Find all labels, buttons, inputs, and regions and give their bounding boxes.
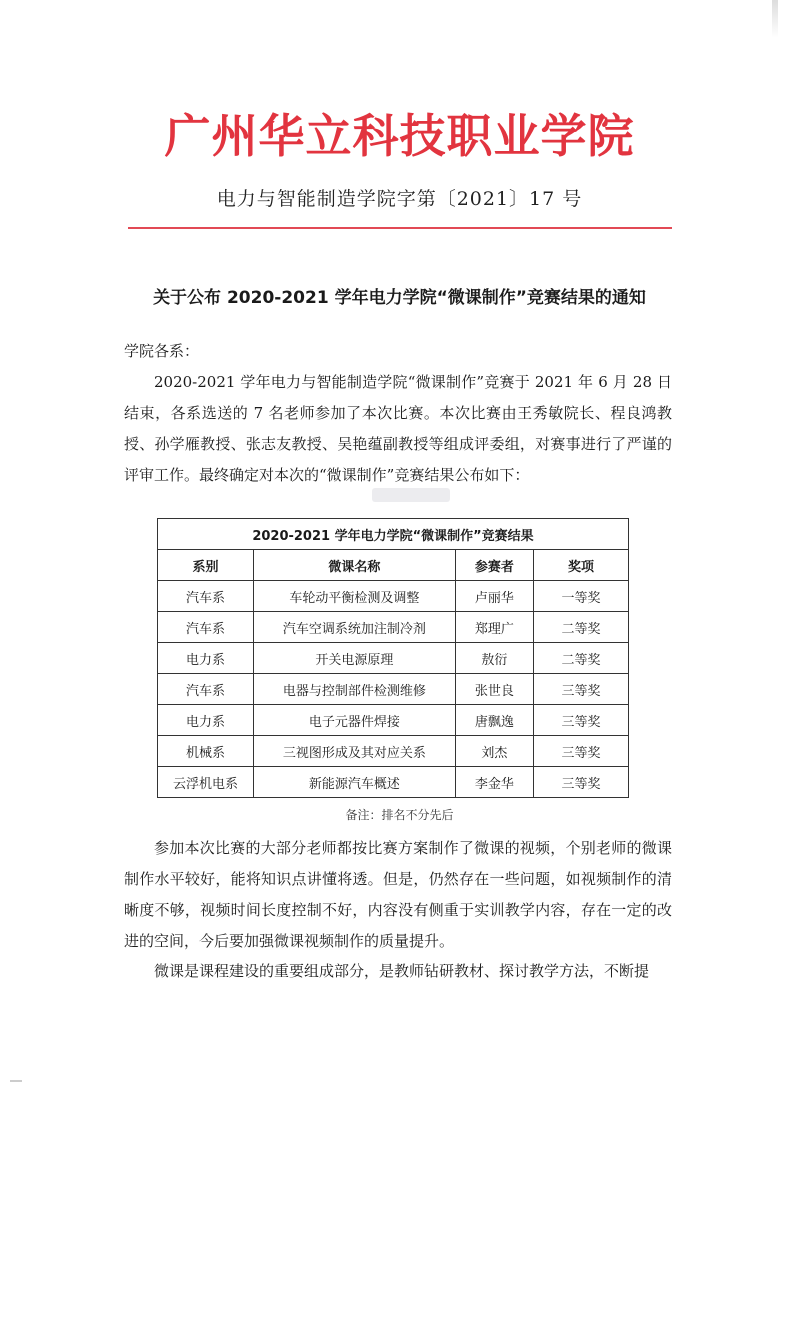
cell-course: 汽车空调系统加注制冷剂 (254, 612, 456, 643)
table-row (158, 674, 629, 705)
cell-award: 二等奖 (533, 643, 628, 674)
cell-course: 电子元器件焊接 (254, 705, 456, 736)
table-row (158, 705, 629, 736)
cell-department: 电力系 (158, 705, 254, 736)
cell-award: 三等奖 (533, 674, 628, 705)
cell-award: 一等奖 (533, 581, 628, 612)
cell-course: 车轮动平衡检测及调整 (254, 581, 456, 612)
table-row (158, 736, 629, 767)
cell-award: 三等奖 (533, 736, 628, 767)
scan-edge-mark (10, 1080, 22, 1082)
cell-course: 开关电源原理 (254, 643, 456, 674)
table-row (158, 581, 629, 612)
header-divider (128, 227, 672, 229)
header-award: 奖项 (533, 550, 628, 581)
cell-course: 三视图形成及其对应关系 (254, 736, 456, 767)
table-caption: 2020-2021 学年电力学院“微课制作”竞赛结果 (158, 519, 629, 550)
paragraph-evaluation: 参加本次比赛的大部分老师都按比赛方案制作了微课的视频，个别老师的微课制作水平较好，能将知识点讲懂将透。但是，仍然存在一些问题，如视频制作的清晰度不够，视频时间长度控制不好，内容没有侧重于实训教学内容，存在一定的改进的空间，今后要加强微课视频制作的质量提升。 (124, 839, 672, 950)
salutation: 学院各系： (124, 342, 200, 360)
table-row (158, 643, 629, 674)
scan-artifact (372, 488, 450, 502)
table-note: 备注：排名不分先后 (345, 808, 454, 822)
scan-edge-mark (772, 0, 778, 38)
paragraph-conclusion: 微课是课程建设的重要组成部分，是教师钻研教材、探讨教学方法，不断提 (154, 962, 650, 980)
cell-award: 三等奖 (533, 705, 628, 736)
cell-department: 机械系 (158, 736, 254, 767)
cell-participant: 唐飘逸 (455, 705, 533, 736)
institution-title: 广州华立科技职业学院 (164, 109, 635, 163)
cell-department: 云浮机电系 (158, 767, 254, 798)
cell-department: 汽车系 (158, 581, 254, 612)
header-course: 微课名称 (254, 550, 456, 581)
cell-participant: 卢丽华 (455, 581, 533, 612)
cell-department: 电力系 (158, 643, 254, 674)
table-header-row (158, 550, 629, 581)
table-row (158, 767, 629, 798)
cell-department: 汽车系 (158, 612, 254, 643)
cell-participant: 张世良 (455, 674, 533, 705)
notice-title: 关于公布 2020-2021 学年电力学院“微课制作”竞赛结果的通知 (153, 288, 646, 308)
table-row (158, 612, 629, 643)
cell-participant: 敖衍 (455, 643, 533, 674)
cell-participant: 刘杰 (455, 736, 533, 767)
cell-course: 电器与控制部件检测维修 (254, 674, 456, 705)
document-number: 电力与智能制造学院字第〔2021〕17 号 (216, 188, 583, 210)
cell-award: 三等奖 (533, 767, 628, 798)
header-participant: 参赛者 (455, 550, 533, 581)
cell-participant: 郑理广 (455, 612, 533, 643)
cell-award: 二等奖 (533, 612, 628, 643)
cell-department: 汽车系 (158, 674, 254, 705)
results-table (157, 518, 629, 798)
cell-course: 新能源汽车概述 (254, 767, 456, 798)
header-department: 系别 (158, 550, 254, 581)
cell-participant: 李金华 (455, 767, 533, 798)
paragraph-intro: 2020-2021 学年电力与智能制造学院“微课制作”竞赛于 2021 年 6 月 28 日结束，各系选送的 7 名老师参加了本次比赛。本次比赛由王秀敏院长、程良鸿教授、孙学雁教授、张志友教授、吴艳蕴副教授等组成评委组，对赛事进行了严谨的评审工作。最终确定对本次的“微课制作”竞赛结果公布如下： (124, 373, 672, 484)
